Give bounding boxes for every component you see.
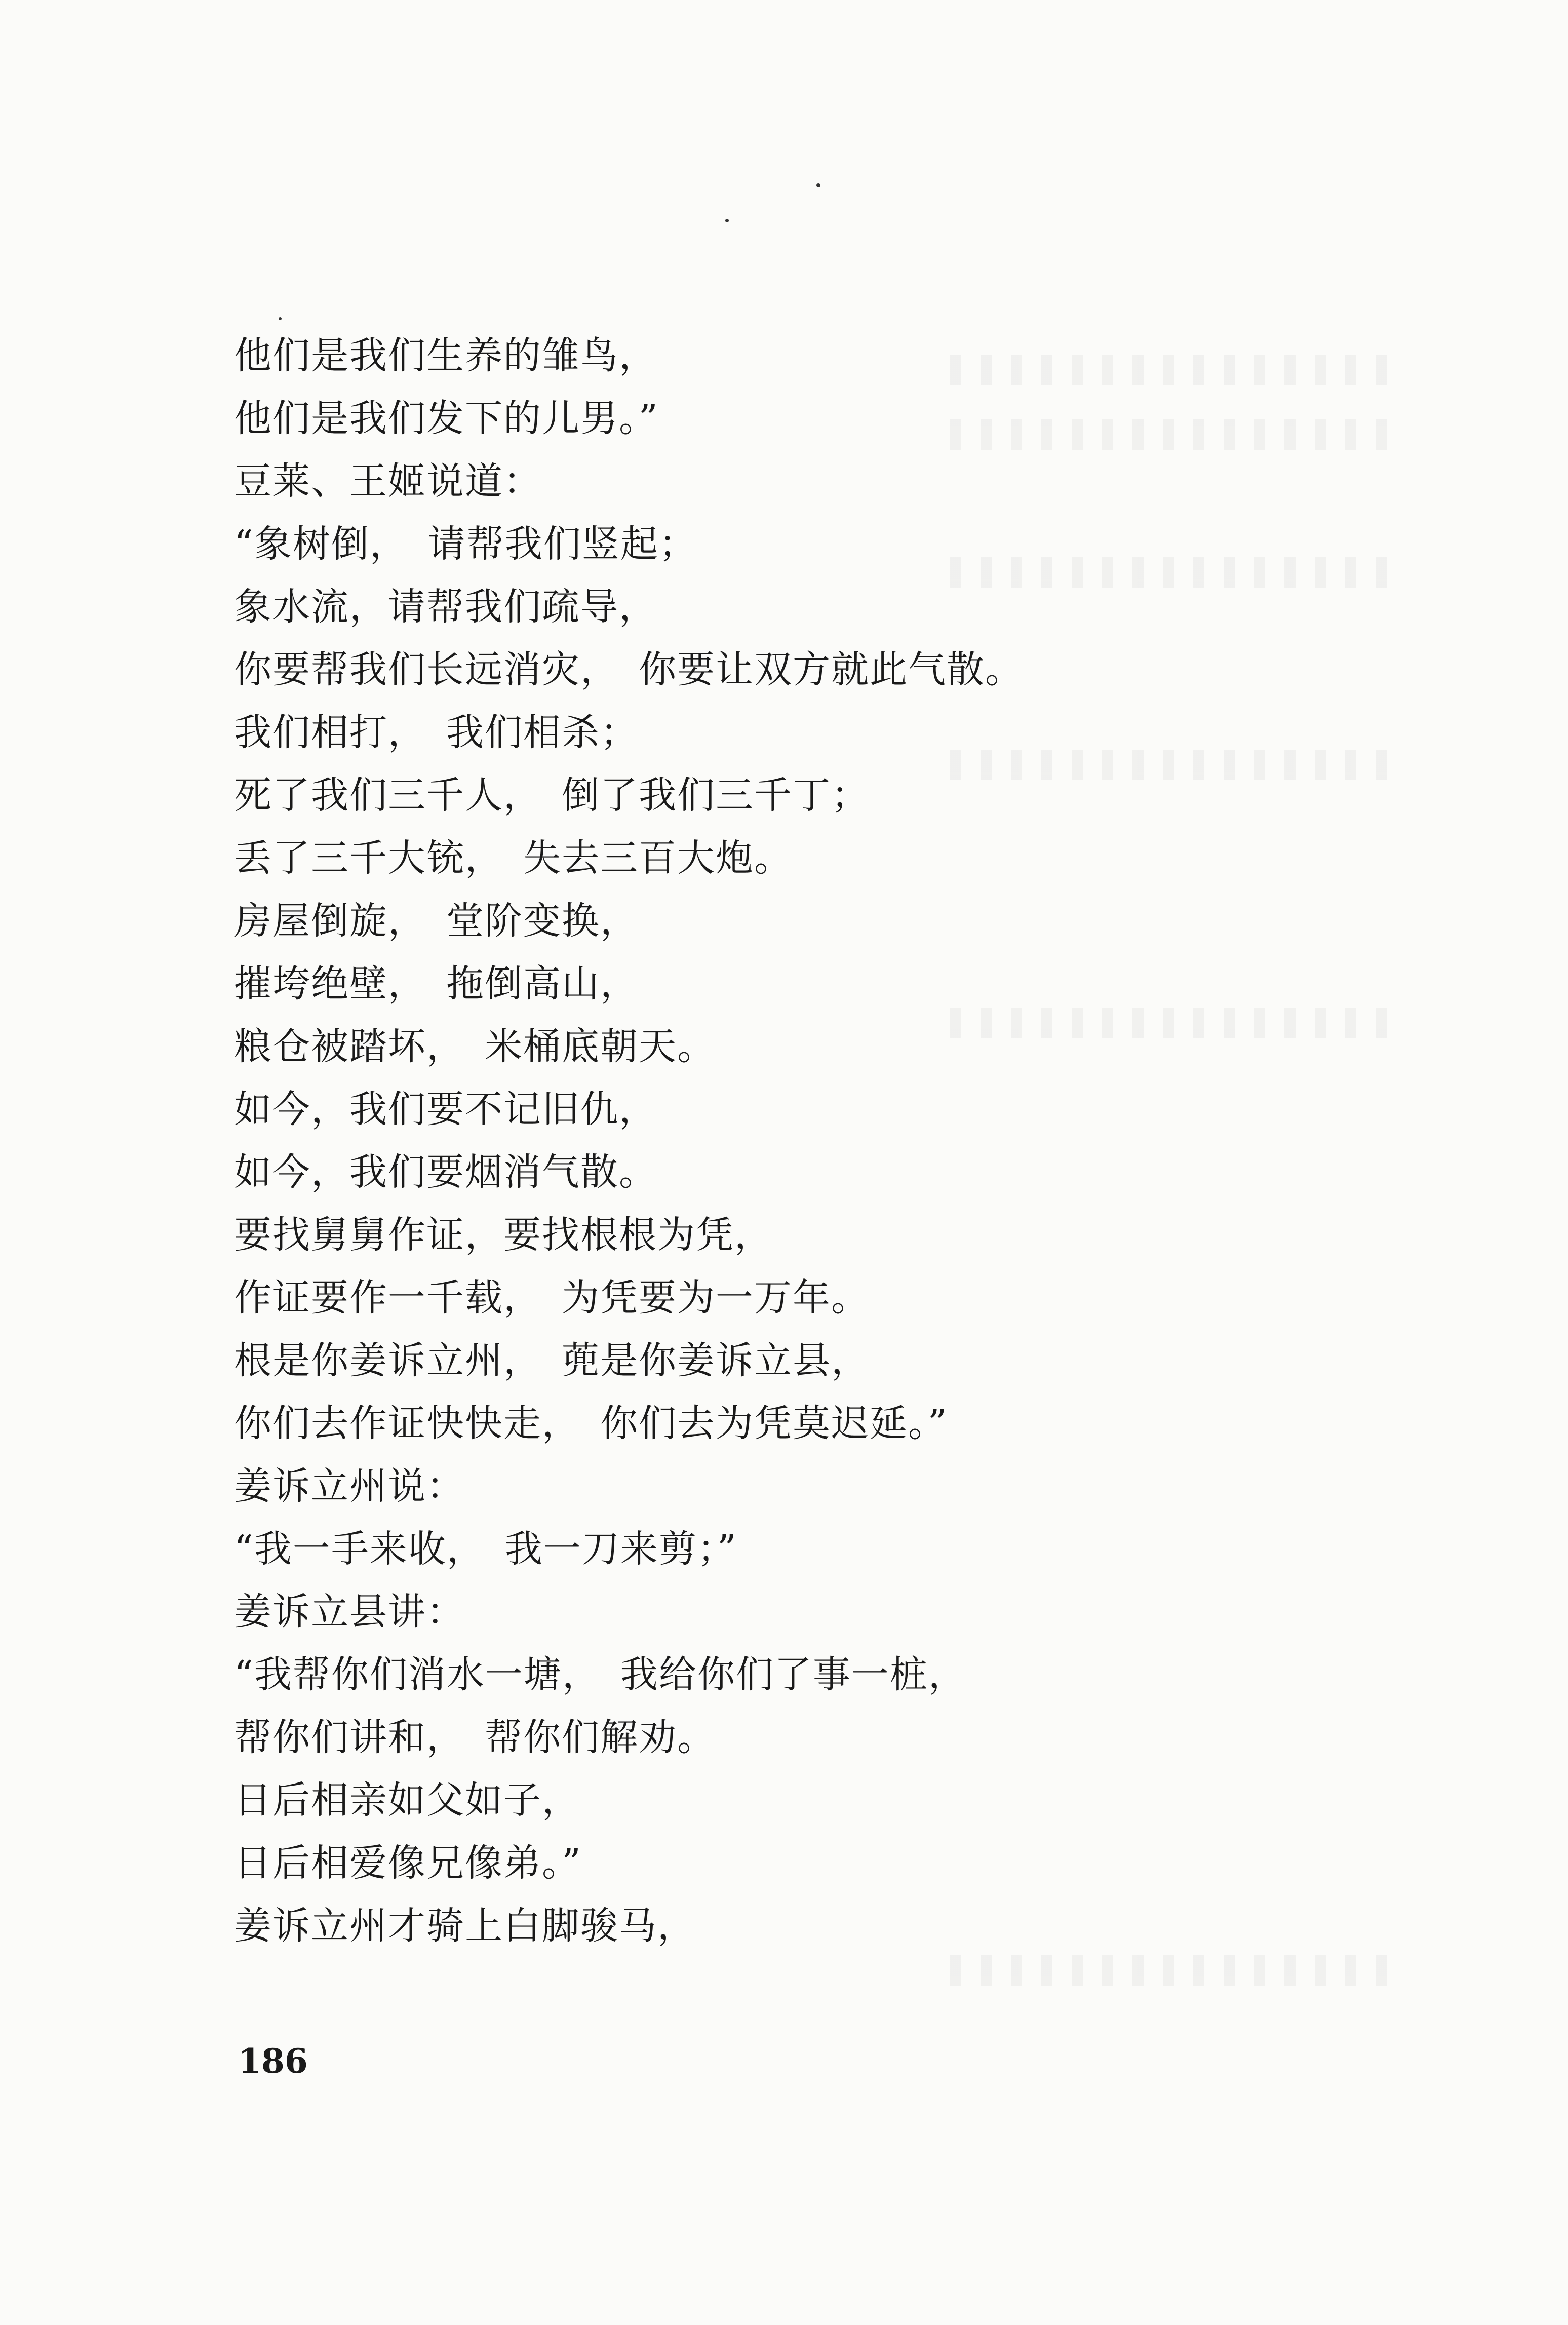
text-line: 姜诉立州说： bbox=[234, 1464, 465, 1508]
text-line: 你们去作证快快走， 你们去为凭莫迟延。” bbox=[234, 1402, 948, 1445]
text-line: 日后相爱像兄像弟。” bbox=[234, 1841, 582, 1885]
text-line: 根是你姜诉立州， 蔸是你姜诉立县， bbox=[234, 1339, 870, 1382]
text-line: 他们是我们生养的雏鸟， bbox=[234, 334, 657, 377]
text-line: 如今，我们要不记旧仇， bbox=[234, 1088, 657, 1131]
text-line: 死了我们三千人， 倒了我们三千丁； bbox=[234, 773, 870, 817]
text-line: 他们是我们发下的儿男。” bbox=[234, 397, 659, 440]
text-line: 豆莱、王姬说道： bbox=[234, 459, 542, 503]
text-line: 日后相亲如父如子， bbox=[234, 1778, 580, 1822]
text-line: 丢了三千大铳， 失去三百大炮。 bbox=[234, 836, 793, 880]
page-number: 186 bbox=[238, 2041, 308, 2081]
text-line: 我们相打， 我们相杀； bbox=[234, 711, 639, 754]
show-through-text bbox=[950, 1955, 1406, 1986]
text-line: 姜诉立州才骑上白脚骏马， bbox=[234, 1904, 696, 1948]
text-line: 摧垮绝壁， 拖倒高山， bbox=[234, 962, 639, 1005]
text-line: 粮仓被踏坏， 米桶底朝天。 bbox=[234, 1025, 716, 1068]
text-line: 帮你们讲和， 帮你们解劝。 bbox=[234, 1716, 716, 1759]
text-line: 作证要作一千载， 为凭要为一万年。 bbox=[234, 1276, 870, 1320]
poem-text bbox=[234, 324, 1399, 1957]
text-line: 姜诉立县讲： bbox=[234, 1590, 465, 1634]
text-line: 要找舅舅作证，要找根根为凭， bbox=[234, 1213, 773, 1257]
ink-speck bbox=[725, 219, 729, 222]
text-line: 象水流，请帮我们疏导， bbox=[234, 585, 657, 629]
text-line: 房屋倒旋， 堂阶变换， bbox=[234, 899, 639, 943]
ink-speck bbox=[279, 317, 282, 320]
text-line: “我一手来收， 我一刀来剪；” bbox=[234, 1527, 737, 1571]
text-line: 你要帮我们长远消灾， 你要让双方就此气散。 bbox=[234, 648, 1024, 691]
ink-speck bbox=[816, 183, 820, 187]
text-line: 如今，我们要烟消气散。 bbox=[234, 1150, 657, 1194]
text-line: “象树倒， 请帮我们竖起； bbox=[234, 522, 697, 566]
text-line: “我帮你们消水一塘， 我给你们了事一桩， bbox=[234, 1653, 967, 1696]
